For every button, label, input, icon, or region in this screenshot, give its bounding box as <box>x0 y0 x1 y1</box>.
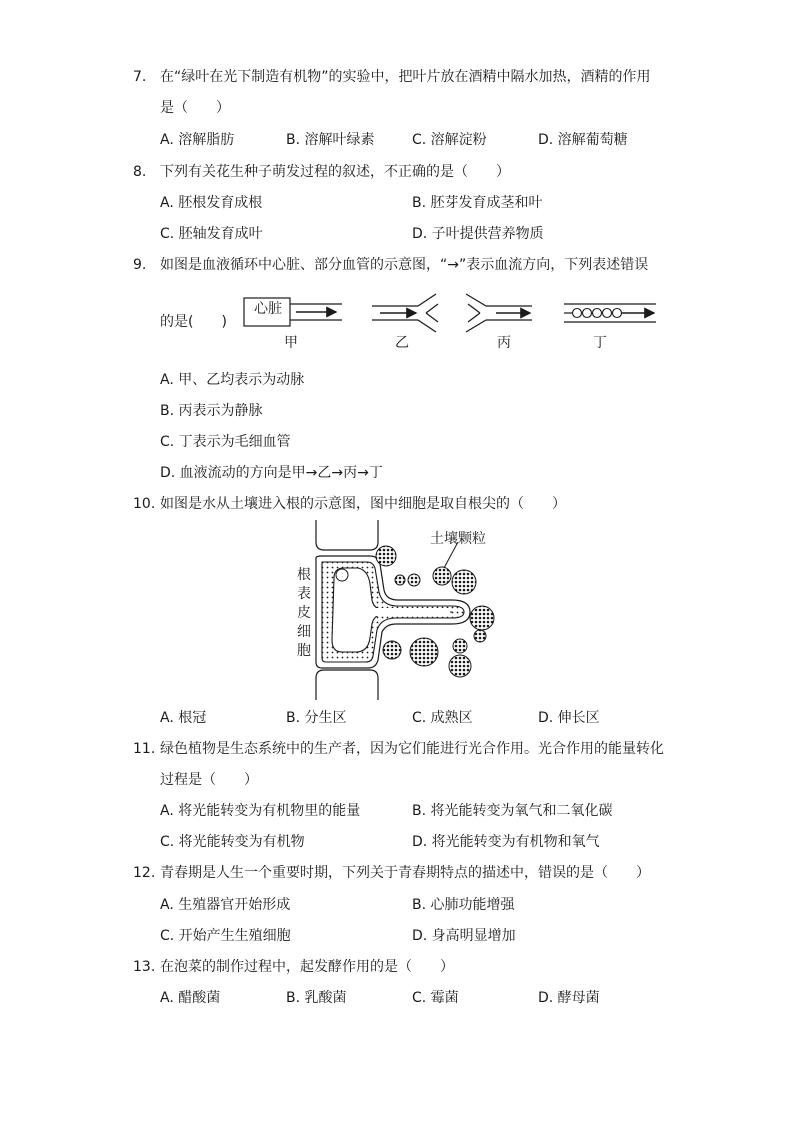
q13-stem: 在泡菜的制作过程中，起发酵作用的是（ ） <box>160 959 454 975</box>
q7-option-b: B. 溶解叶绿素 <box>286 132 375 148</box>
q9-option-a: A. 甲、乙均表示为动脉 <box>160 372 305 388</box>
q12-option-d: D. 身高明显增加 <box>412 928 516 944</box>
figure-label-jia: 甲 <box>284 335 298 351</box>
q13-option-d: D. 酵母菌 <box>538 990 600 1006</box>
q8-option-a: A. 胚根发育成根 <box>160 195 263 211</box>
q12-stem: 青春期是人生一个重要时期，下列关于青春期特点的描述中，错误的是（ ） <box>160 865 650 881</box>
q12-option-a: A. 生殖器官开始形成 <box>160 897 291 913</box>
soil-particle-label: 土壤颗粒 <box>430 531 486 547</box>
q9-option-b: B. 丙表示为静脉 <box>160 403 263 419</box>
q8-option-c: C. 胚轴发育成叶 <box>160 226 263 242</box>
q8-stem: 下列有关花生种子萌发过程的叙述，不正确的是（ ） <box>160 164 510 180</box>
q11-option-d: D. 将光能转变为有机物和氧气 <box>412 834 600 850</box>
q7-number: 7. <box>133 69 147 85</box>
q13-option-a: A. 醋酸菌 <box>160 990 221 1006</box>
root-epidermal-cell-label-1: 根 <box>297 567 311 583</box>
q7-stem-line2: 是（ ） <box>160 100 230 116</box>
q13-option-b: B. 乳酸菌 <box>286 990 347 1006</box>
q9-stem-line1: 如图是血液循环中心脏、部分血管的示意图，“→”表示血流方向，下列表述错误 <box>160 257 649 273</box>
q11-stem-line2: 过程是（ ） <box>160 772 258 788</box>
heart-label: 心脏 <box>254 301 282 317</box>
q13-number: 13. <box>133 959 156 975</box>
q10-option-a: A. 根冠 <box>160 710 207 726</box>
root-epidermal-cell-label-4: 细 <box>297 624 311 640</box>
root-epidermal-cell-label-5: 胞 <box>297 643 311 659</box>
q10-option-b: B. 分生区 <box>286 710 347 726</box>
root-epidermal-cell-label-3: 皮 <box>297 605 311 621</box>
figure-label-ding: 丁 <box>593 335 607 351</box>
q7-option-a: A. 溶解脂肪 <box>160 132 235 148</box>
q9-option-c: C. 丁表示为毛细血管 <box>160 434 291 450</box>
q13-option-c: C. 霉菌 <box>412 990 459 1006</box>
q7-option-d: D. 溶解葡萄糖 <box>538 132 628 148</box>
q12-number: 12. <box>133 865 156 881</box>
root-epidermal-cell-label-2: 表 <box>297 586 311 602</box>
q8-number: 8. <box>133 164 147 180</box>
q8-option-d: D. 子叶提供营养物质 <box>412 226 544 242</box>
figure-label-bing: 丙 <box>497 335 511 351</box>
figure-label-yi: 乙 <box>395 335 409 351</box>
q7-option-c: C. 溶解淀粉 <box>412 132 487 148</box>
q12-option-c: C. 开始产生生殖细胞 <box>160 928 291 944</box>
q7-stem-line1: 在“绿叶在光下制造有机物”的实验中，把叶片放在酒精中隔水加热，酒精的作用 <box>160 69 651 85</box>
q10-stem: 如图是水从土壤进入根的示意图，图中细胞是取自根尖的（ ） <box>160 496 566 512</box>
q8-option-b: B. 胚芽发育成茎和叶 <box>412 195 543 211</box>
q12-option-b: B. 心肺功能增强 <box>412 897 515 913</box>
q11-option-a: A. 将光能转变为有机物里的能量 <box>160 803 361 819</box>
q9-number: 9. <box>133 257 147 273</box>
vein-converging-figure <box>466 294 532 332</box>
q11-option-b: B. 将光能转变为氧气和二氧化碳 <box>412 803 613 819</box>
q11-number: 11. <box>133 741 156 757</box>
q10-option-d: D. 伸长区 <box>538 710 600 726</box>
q11-stem-line1: 绿色植物是生态系统中的生产者，因为它们能进行光合作用。光合作用的能量转化 <box>160 741 664 757</box>
q10-number: 10. <box>133 496 156 512</box>
q11-option-c: C. 将光能转变为有机物 <box>160 834 305 850</box>
q9-stem-line2: 的是( ) <box>160 314 227 330</box>
capillary-figure <box>564 304 656 322</box>
q9-option-d: D. 血液流动的方向是甲→乙→丙→丁 <box>160 465 383 481</box>
artery-branching-figure <box>372 294 438 332</box>
q10-option-c: C. 成熟区 <box>412 710 473 726</box>
